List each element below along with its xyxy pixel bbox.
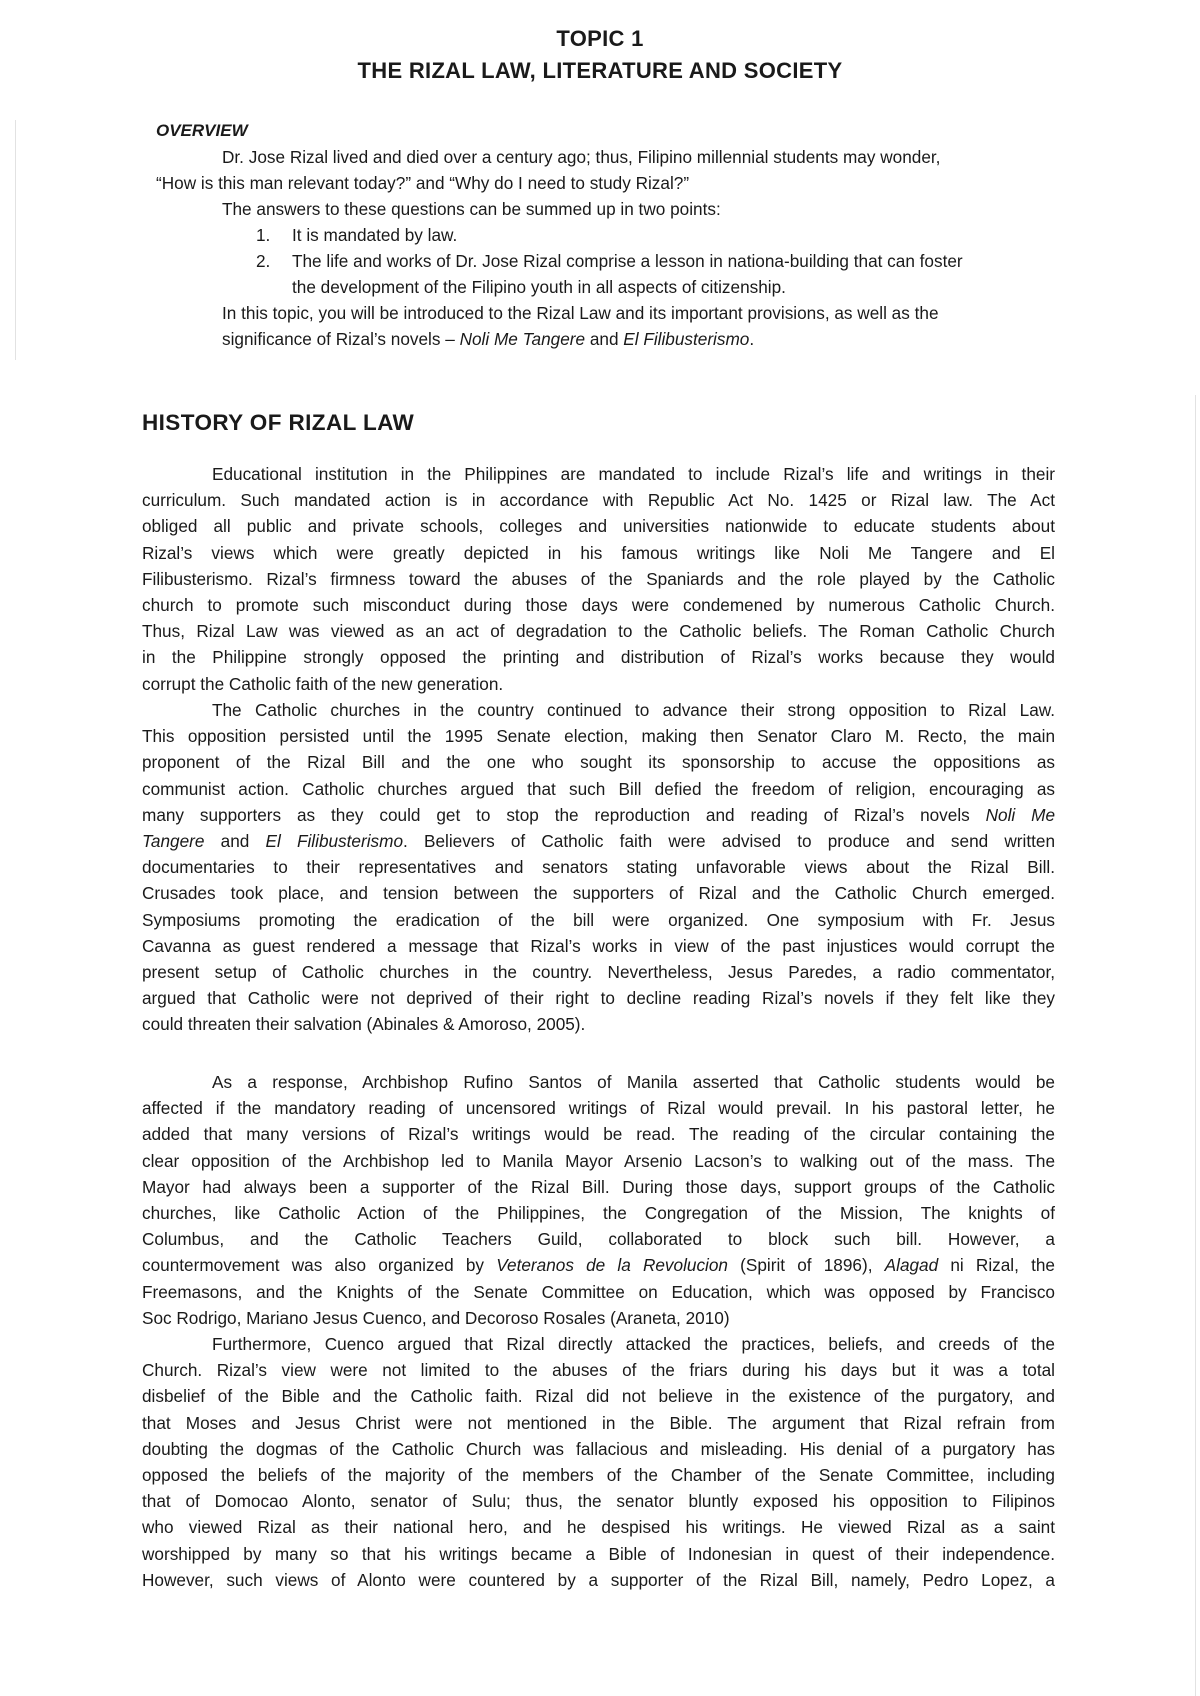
- text-line: obliged all public and private schools, colleges and universities nationwide to educate students about: [142, 516, 1055, 537]
- text-line: churches, like Catholic Action of the Philippines, the Congregation of the Mission, The knights of: [142, 1202, 1055, 1223]
- text-line: Filibusterismo. Rizal’s firmness toward the abuses of the Spaniards and the role played by the Catholic: [142, 568, 1055, 589]
- text-line: Educational institution in the Philippines are mandated to include Rizal’s life and writings in their: [212, 464, 1055, 484]
- topic-number: TOPIC 1: [556, 26, 644, 51]
- list-number: 1.: [256, 225, 271, 245]
- history-paragraph-4: [142, 1331, 1055, 1593]
- text-line: affected if the mandatory reading of uncensored writings of Rizal would prevail. In his pastoral letter, he: [142, 1098, 1055, 1119]
- text-line: This opposition persisted until the 1995 Senate election, making then Senator Claro M. Recto, the main: [142, 726, 1055, 747]
- text-line: Freemasons, and the Knights of the Senate Committee on Education, which was opposed by Francisco: [142, 1281, 1055, 1302]
- list-number: 2.: [256, 251, 271, 271]
- overview-paragraph: [156, 144, 1036, 222]
- text-line: argued that Catholic were not deprived of their right to decline reading Rizal’s novels if they felt like they: [142, 988, 1055, 1009]
- text-line: added that many versions of Rizal’s writings would be read. The reading of the circular containing the: [142, 1124, 1055, 1145]
- text-line: corrupt the Catholic faith of the new generation.: [142, 673, 504, 694]
- text-line: Symposiums promoting the eradication of the bill were organized. One symposium with Fr. Jesus: [142, 909, 1055, 930]
- text-line: opposed the beliefs of the majority of the members of the Chamber of the Senate Committee, including: [142, 1464, 1055, 1485]
- section-heading: HISTORY OF RIZAL LAW: [142, 410, 415, 435]
- text-line: worshipped by many so that his writings became a Bible of Indonesian in quest of their independence.: [142, 1543, 1055, 1564]
- text-line: Tangere and El Filibusterismo. Believers of Catholic faith were advised to produce and send written: [142, 830, 1055, 851]
- text-line: curriculum. Such mandated action is in accordance with Republic Act No. 1425 or Rizal law. The Act: [142, 490, 1055, 511]
- text-line: Cavanna as guest rendered a message that Rizal’s works in view of the past injustices would corrupt the: [142, 935, 1055, 956]
- text-line: However, such views of Alonto were countered by a supporter of the Rizal Bill, namely, Pedro Lopez, a: [142, 1569, 1055, 1590]
- closing-line: In this topic, you will be introduced to the Rizal Law and its important provisions, as well as the: [222, 303, 939, 323]
- text-line: disbelief of the Bible and the Catholic faith. Rizal did not believe in the existence of the purgatory, and: [142, 1386, 1055, 1407]
- text-line: Thus, Rizal Law was viewed as an act of degradation to the Catholic beliefs. The Roman Catholic Church: [142, 621, 1055, 642]
- text-line: present setup of Catholic churches in the country. Nevertheless, Jesus Paredes, a radio commentator,: [142, 961, 1055, 982]
- text-line: As a response, Archbishop Rufino Santos of Manila asserted that Catholic students would be: [212, 1072, 1055, 1092]
- text-line: Mayor had always been a supporter of the Rizal Bill. During those days, support groups of the Catholic: [142, 1176, 1055, 1197]
- text-line: Columbus, and the Catholic Teachers Guild, collaborated to block such bill. However, a: [142, 1229, 1055, 1250]
- closing-line: significance of Rizal’s novels – Noli Me Tangere and El Filibusterismo.: [222, 329, 755, 349]
- text-line: clear opposition of the Archbishop led to Manila Mayor Arsenio Lacson’s to walking out of the mass. The: [142, 1150, 1055, 1171]
- text-line: that of Domocao Alonto, senator of Sulu; thus, the senator bluntly exposed his opposition to Filipinos: [142, 1491, 1055, 1512]
- overview-line: “How is this man relevant today?” and “Why do I need to study Rizal?”: [156, 173, 690, 193]
- overview-closing: [222, 300, 1062, 352]
- right-margin-line: [1195, 395, 1196, 1696]
- text-line: doubting the dogmas of the Catholic Church was fallacious and misleading. His denial of a purgatory has: [142, 1438, 1055, 1459]
- list-text: the development of the Filipino youth in all aspects of citizenship.: [292, 277, 786, 297]
- text-line: The Catholic churches in the country continued to advance their strong opposition to Rizal Law.: [212, 700, 1055, 720]
- text-line: communist action. Catholic churches argued that such Bill defied the freedom of religion, encouraging as: [142, 778, 1055, 799]
- text-line: who viewed Rizal as their national hero, and he despised his writings. He viewed Rizal as a saint: [142, 1517, 1055, 1538]
- fili-title: El Filibusterismo: [623, 329, 750, 349]
- text-line: in the Philippine strongly opposed the printing and distribution of Rizal’s works because they would: [142, 647, 1055, 668]
- text-line: Church. Rizal’s view were not limited to the abuses of the friars during his days but it was a total: [142, 1360, 1055, 1381]
- text-line: could threaten their salvation (Abinales & Amoroso, 2005).: [142, 1014, 586, 1035]
- overview-line: Dr. Jose Rizal lived and died over a century ago; thus, Filipino millennial students may wonder,: [222, 147, 941, 167]
- noli-title: Noli Me Tangere: [459, 329, 586, 349]
- text-line: proponent of the Rizal Bill and the one who sought its sponsorship to accuse the oppositions as: [142, 752, 1055, 773]
- list-text: It is mandated by law.: [292, 225, 458, 245]
- text-line: many supporters as they could get to stop the reproduction and reading of Rizal’s novels Noli Me: [142, 804, 1055, 825]
- list-text: The life and works of Dr. Jose Rizal comprise a lesson in nationa-building that can foster: [292, 251, 963, 271]
- page-title: THE RIZAL LAW, LITERATURE AND SOCIETY: [357, 58, 843, 83]
- overview-line: The answers to these questions can be summed up in two points:: [222, 199, 721, 219]
- text-line: church to promote such misconduct during those days were condemened by numerous Catholic Church.: [142, 594, 1055, 615]
- list-item: [256, 222, 1056, 248]
- left-margin-line: [15, 120, 16, 360]
- text-line: that Moses and Jesus Christ were not mentioned in the Bible. The argument that Rizal refrain from: [142, 1412, 1055, 1433]
- list-item: [256, 248, 1056, 300]
- text-line: Soc Rodrigo, Mariano Jesus Cuenco, and Decoroso Rosales (Araneta, 2010): [142, 1307, 730, 1328]
- text-line: Rizal’s views which were greatly depicted in his famous writings like Noli Me Tangere and El: [142, 542, 1055, 563]
- text-line: documentaries to their representatives and senators stating unfavorable views about the Rizal Bill.: [142, 857, 1055, 878]
- text-line: Crusades took place, and tension between the supporters of Rizal and the Catholic Church emerged.: [142, 883, 1055, 904]
- history-paragraph-2: [142, 697, 1055, 1037]
- history-paragraph-1: [142, 461, 1055, 697]
- overview-heading: OVERVIEW: [156, 121, 248, 140]
- text-line: countermovement was also organized by Veteranos de la Revolucion (Spirit of 1896), Alagad ni Rizal, the: [142, 1255, 1055, 1276]
- text-line: Furthermore, Cuenco argued that Rizal directly attacked the practices, beliefs, and creeds of the: [212, 1334, 1055, 1354]
- history-paragraph-3: [142, 1069, 1055, 1331]
